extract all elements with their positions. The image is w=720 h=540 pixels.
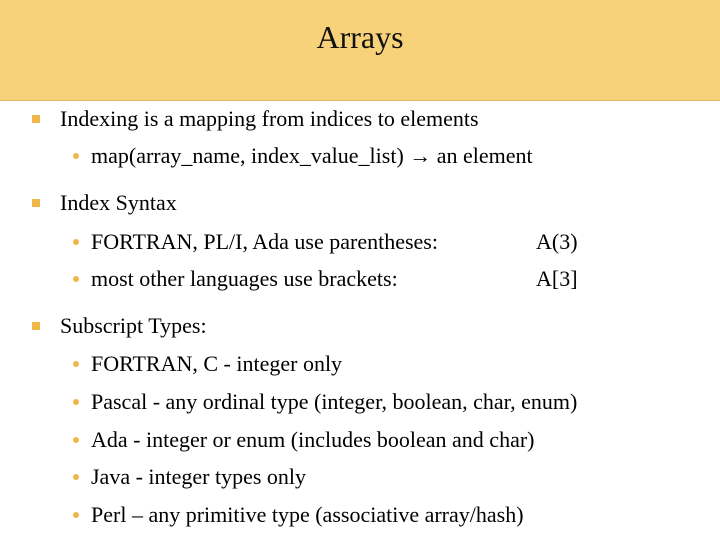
sub-bullet-text: map(array_name, index_value_list) → an element (91, 143, 533, 168)
sub-bullet-dot-icon (73, 437, 79, 443)
sub-bullet-dot-icon (73, 276, 79, 282)
bullet-square-icon (32, 199, 40, 207)
syntax-example: A[3] (536, 266, 578, 291)
sub-bullet-text: FORTRAN, C - integer only (91, 351, 343, 376)
sub-bullet-dot-icon (73, 361, 79, 367)
slide-title: Arrays (316, 19, 404, 55)
sub-bullet-text: Java - integer types only (91, 464, 307, 489)
bullet-square-icon (32, 115, 40, 123)
sub-bullet-text: most other languages use brackets: (91, 266, 398, 291)
syntax-example: A(3) (536, 229, 578, 254)
sub-bullet-dot-icon (73, 399, 79, 405)
bullet-text: Index Syntax (60, 190, 177, 215)
sub-bullet-text: Ada - integer or enum (includes boolean and char) (91, 427, 535, 452)
sub-bullet-text: FORTRAN, PL/I, Ada use parentheses: (91, 229, 438, 254)
bullet-text: Subscript Types: (60, 313, 207, 338)
sub-bullet-dot-icon (73, 474, 79, 480)
sub-bullet-text: Perl – any primitive type (associative array/hash) (91, 502, 524, 527)
bullet-square-icon (32, 322, 40, 330)
bullet-text: Indexing is a mapping from indices to elements (60, 106, 479, 131)
sub-bullet-dot-icon (73, 239, 79, 245)
sub-bullet-text: Pascal - any ordinal type (integer, boolean, char, enum) (91, 389, 578, 414)
sub-bullet-dot-icon (73, 512, 79, 518)
sub-bullet-dot-icon (73, 153, 79, 159)
